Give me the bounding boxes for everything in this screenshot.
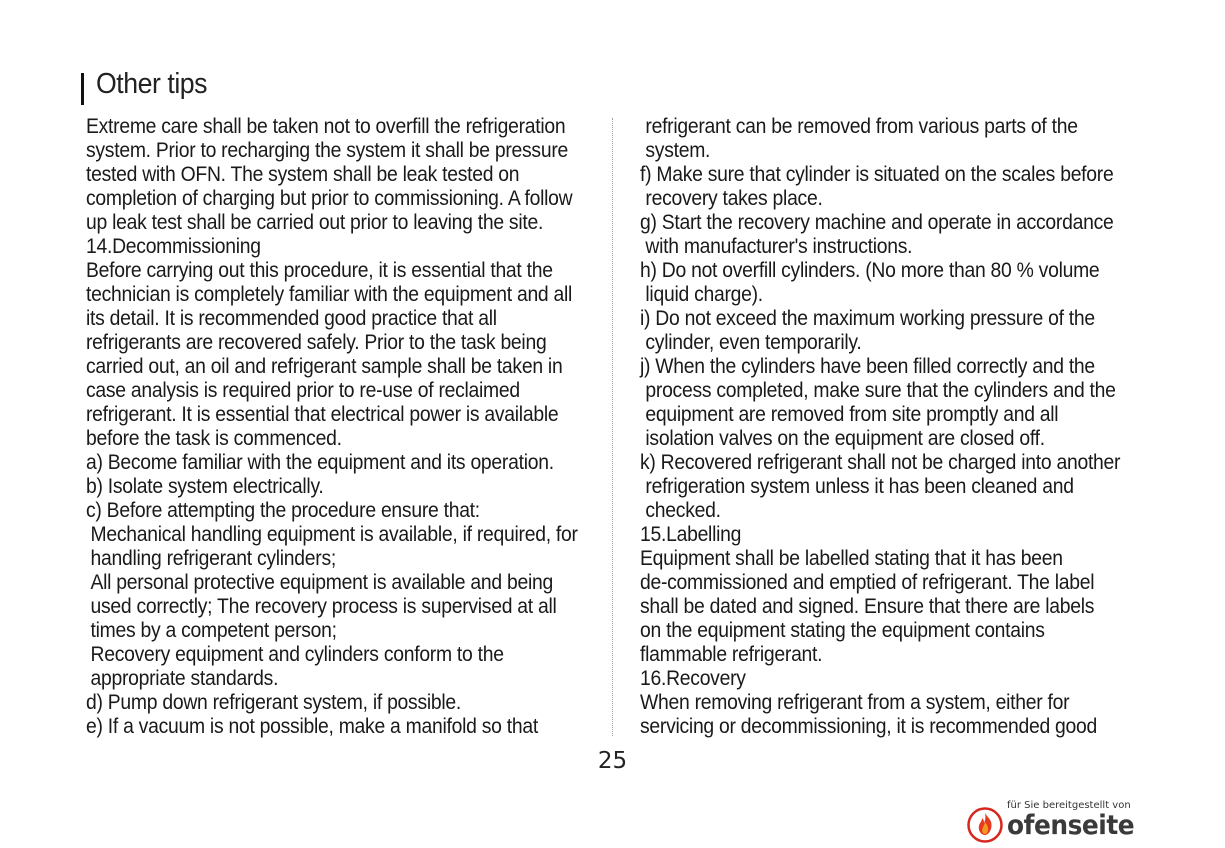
sub-list-item: times by a competent person;	[90, 618, 337, 642]
list-item-continuation: checked.	[645, 498, 721, 522]
list-item: i) Do not exceed the maximum working pressure of the	[640, 306, 1095, 330]
text-line: servicing or decommissioning, it is recommended good	[640, 714, 1098, 738]
list-item-continuation: cylinder, even temporarily.	[645, 330, 862, 354]
text-line: completion of charging but prior to commissioning. A follow	[86, 186, 573, 210]
list-item-continuation: recovery takes place.	[645, 186, 823, 210]
text-line: its detail. It is recommended good practice that all	[86, 306, 497, 330]
section-heading-decommissioning: 14.Decommissioning	[86, 234, 261, 258]
text-line: carried out, an oil and refrigerant sample shall be taken in	[86, 354, 563, 378]
list-item: b) Isolate system electrically.	[86, 474, 324, 498]
left-text-column	[86, 114, 616, 738]
list-item-continuation: liquid charge).	[645, 282, 763, 306]
text-line: Extreme care shall be taken not to overfill the refrigeration	[86, 114, 566, 138]
right-text-column	[640, 114, 1180, 738]
text-line: flammable refrigerant.	[640, 642, 823, 666]
text-line: shall be dated and signed. Ensure that there are labels	[640, 594, 1095, 618]
sub-list-item: used correctly; The recovery process is supervised at all	[90, 594, 557, 618]
list-item-continuation: with manufacturer's instructions.	[645, 234, 913, 258]
text-line: de-commissioned and emptied of refrigerant. The label	[640, 570, 1095, 594]
list-item-continuation: refrigeration system unless it has been cleaned and	[645, 474, 1074, 498]
text-line: system. Prior to recharging the system it shall be pressure	[86, 138, 569, 162]
text-line: refrigerants are recovered safely. Prior to the task being	[86, 330, 547, 354]
column-divider	[612, 118, 613, 736]
list-item-continuation: process completed, make sure that the cylinders and the	[645, 378, 1116, 402]
text-line: up leak test shall be carried out prior to leaving the site.	[86, 210, 544, 234]
text-line: Before carrying out this procedure, it is essential that the	[86, 258, 553, 282]
list-item: e) If a vacuum is not possible, make a manifold so that	[86, 714, 538, 738]
watermark-brand: ofenseite	[1007, 810, 1135, 841]
list-item: k) Recovered refrigerant shall not be charged into another	[640, 450, 1121, 474]
flame-logo-icon	[967, 807, 1003, 843]
heading-accent-bar	[81, 73, 84, 105]
section-heading-recovery: 16.Recovery	[640, 666, 746, 690]
text-line: technician is completely familiar with the equipment and all	[86, 282, 573, 306]
text-line: tested with OFN. The system shall be leak tested on	[86, 162, 520, 186]
sub-list-item: Recovery equipment and cylinders conform to the	[90, 642, 504, 666]
list-item: a) Become familiar with the equipment and its operation.	[86, 450, 554, 474]
list-item: g) Start the recovery machine and operate in accordance	[640, 210, 1114, 234]
section-title: Other tips	[96, 68, 208, 100]
list-item: c) Before attempting the procedure ensure that:	[86, 498, 480, 522]
text-line: Equipment shall be labelled stating that it has been	[640, 546, 1063, 570]
text-line: When removing refrigerant from a system, either for	[640, 690, 1070, 714]
list-item-continuation: refrigerant can be removed from various parts of the	[645, 114, 1078, 138]
sub-list-item: handling refrigerant cylinders;	[90, 546, 336, 570]
list-item-continuation: system.	[645, 138, 711, 162]
text-line: before the task is commenced.	[86, 426, 342, 450]
text-line: refrigerant. It is essential that electrical power is available	[86, 402, 559, 426]
text-line: on the equipment stating the equipment contains	[640, 618, 1045, 642]
page-number: 25	[597, 748, 628, 774]
list-item: h) Do not overfill cylinders. (No more than 80 % volume	[640, 258, 1100, 282]
list-item: f) Make sure that cylinder is situated on the scales before	[640, 162, 1114, 186]
sub-list-item: Mechanical handling equipment is available, if required, for	[90, 522, 578, 546]
list-item: j) When the cylinders have been filled correctly and the	[640, 354, 1095, 378]
list-item-continuation: equipment are removed from site promptly and all	[645, 402, 1059, 426]
list-item-continuation: isolation valves on the equipment are closed off.	[645, 426, 1045, 450]
sub-list-item: All personal protective equipment is available and being	[90, 570, 553, 594]
section-heading-labelling: 15.Labelling	[640, 522, 742, 546]
watermark-tagline: für Sie bereitgestellt von	[1007, 800, 1131, 811]
text-line: case analysis is required prior to re-use of reclaimed	[86, 378, 520, 402]
sub-list-item: appropriate standards.	[90, 666, 279, 690]
list-item: d) Pump down refrigerant system, if possible.	[86, 690, 462, 714]
